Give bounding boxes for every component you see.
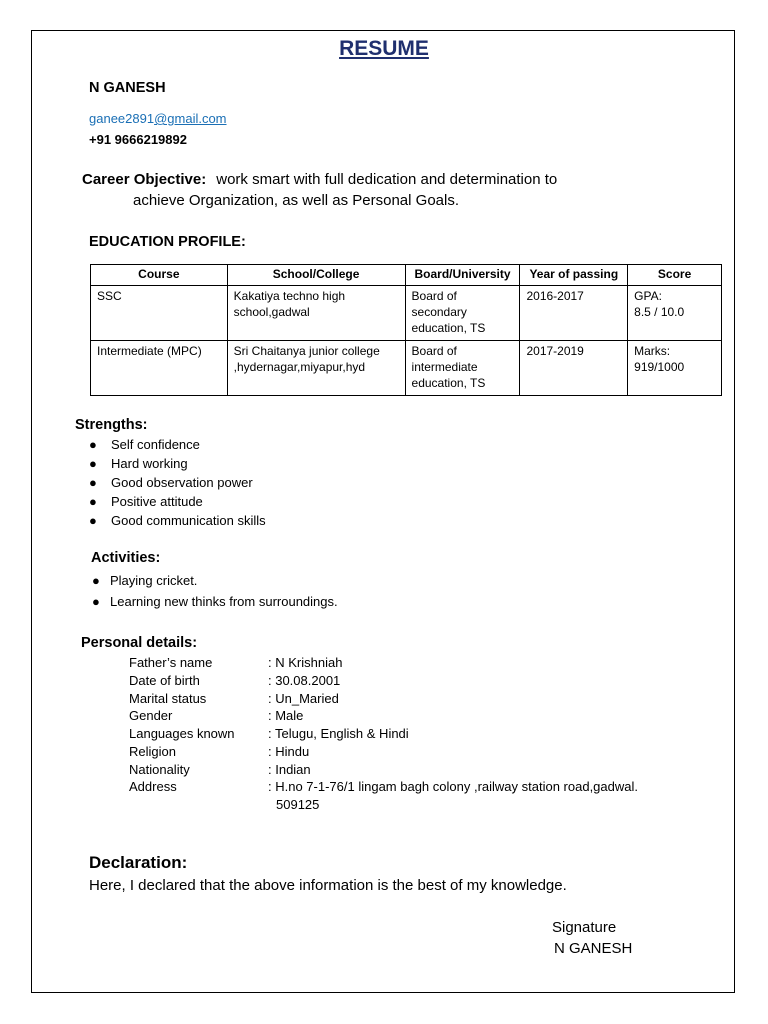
cell-year: 2016-2017 xyxy=(520,286,628,341)
religion-label: Religion xyxy=(129,744,176,759)
table-row xyxy=(91,341,722,396)
bullet-icon: ● xyxy=(92,573,100,588)
list-item: ● Hard working xyxy=(89,456,188,471)
strengths-heading: Strengths: xyxy=(75,417,148,433)
education-heading: EDUCATION PROFILE: xyxy=(89,234,246,250)
col-header-year: Year of passing xyxy=(520,265,628,286)
gender-label: Gender xyxy=(129,708,173,723)
email-link[interactable] xyxy=(89,111,227,126)
cell-score: GPA: 8.5 / 10.0 xyxy=(628,286,722,341)
signature-label: Signature xyxy=(552,919,617,936)
list-item: ● Playing cricket. xyxy=(92,573,198,588)
list-item: ● Good observation power xyxy=(89,475,253,490)
career-objective-line1: work smart with full dedication and determination to xyxy=(216,171,558,188)
cell-board: Board of secondary education, TS xyxy=(405,286,520,341)
page-title: RESUME xyxy=(339,37,429,60)
bullet-icon: ● xyxy=(92,594,100,609)
address-label: Address xyxy=(129,779,177,794)
languages-label: Languages known xyxy=(129,726,235,741)
bullet-icon: ● xyxy=(89,437,97,452)
religion-value: : Hindu xyxy=(268,744,310,759)
address-pincode: 509125 xyxy=(276,797,320,812)
cell-school: Kakatiya techno high school,gadwal xyxy=(227,286,405,341)
fathers-name-value: : N Krishniah xyxy=(268,655,343,670)
career-objective-line2: achieve Organization, as well as Personal Goals. xyxy=(133,192,460,209)
phone-number: +91 9666219892 xyxy=(89,132,187,147)
table-header-row xyxy=(91,265,722,286)
fathers-name-label: Father’s name xyxy=(129,655,213,670)
cell-course: Intermediate (MPC) xyxy=(91,341,228,396)
languages-value: : Telugu, English & Hindi xyxy=(268,726,409,741)
bullet-icon: ● xyxy=(89,513,97,528)
career-objective xyxy=(82,171,557,188)
applicant-name: N GANESH xyxy=(89,80,166,96)
resume-page xyxy=(31,30,735,993)
col-header-board: Board/University xyxy=(405,265,520,286)
dob-label: Date of birth xyxy=(129,673,200,688)
email-user: ganee2891 xyxy=(89,111,155,126)
career-objective-label: Career Objective: xyxy=(82,171,207,188)
address-value: : H.no 7-1-76/1 lingam bagh colony ,railway station road,gadwal. xyxy=(268,779,638,794)
col-header-course: Course xyxy=(91,265,228,286)
list-item: ● Learning new thinks from surroundings. xyxy=(92,594,338,609)
declaration-heading: Declaration: xyxy=(89,853,188,872)
cell-school: Sri Chaitanya junior college ,hydernagar,miyapur,hyd xyxy=(227,341,405,396)
col-header-school: School/College xyxy=(227,265,405,286)
dob-value: : 30.08.2001 xyxy=(268,673,341,688)
activities-heading: Activities: xyxy=(91,550,161,566)
bullet-icon: ● xyxy=(89,456,97,471)
email-domain: @gmail.com xyxy=(154,111,227,126)
list-item: ● Good communication skills xyxy=(89,513,266,528)
education-table xyxy=(90,264,722,396)
declaration-text: Here, I declared that the above information is the best of my knowledge. xyxy=(89,877,567,894)
list-item: ● Self confidence xyxy=(89,437,200,452)
nationality-value: : Indian xyxy=(268,762,311,777)
personal-details-heading: Personal details: xyxy=(81,635,198,651)
table-row xyxy=(91,286,722,341)
bullet-icon: ● xyxy=(89,475,97,490)
cell-board: Board of intermediate education, TS xyxy=(405,341,520,396)
cell-course: SSC xyxy=(91,286,228,341)
signature-name: N GANESH xyxy=(554,940,633,957)
list-item: ● Positive attitude xyxy=(89,494,203,509)
cell-year: 2017-2019 xyxy=(520,341,628,396)
nationality-label: Nationality xyxy=(129,762,190,777)
gender-value: : Male xyxy=(268,708,304,723)
marital-status-label: Marital status xyxy=(129,691,207,706)
marital-status-value: : Un_Maried xyxy=(268,691,339,706)
col-header-score: Score xyxy=(628,265,722,286)
cell-score: Marks: 919/1000 xyxy=(628,341,722,396)
bullet-icon: ● xyxy=(89,494,97,509)
